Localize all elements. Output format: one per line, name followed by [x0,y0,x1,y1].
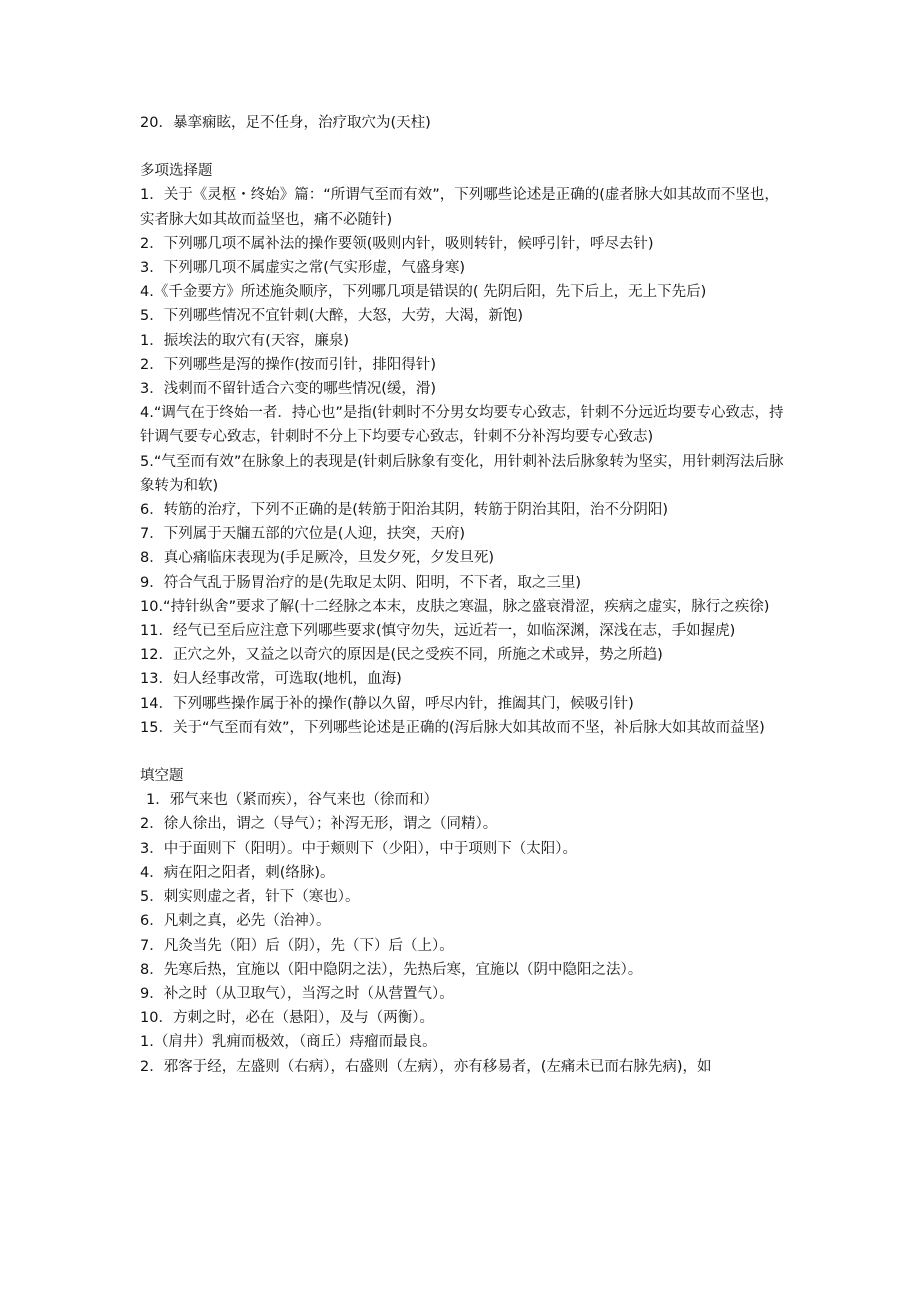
fill-blank-item: 2．徐人徐出，谓之（导气）；补泻无形，谓之（同精）。 [140,816,498,833]
multi-choice-item: 1．关于《灵枢・终始》篇：“所谓气至而有效”，下列哪些论述是正确的(虚者脉大如其故而不坚也，实者脉大如其故而益坚也，痛不必随针) [140,187,779,228]
multi-choice-item: 5.“气至而有效”在脉象上的表现是(针刺后脉象有变化，用针刺补法后脉象转为坚实，用针刺泻法后脉象转为和软) [140,453,784,494]
multi-choice-item: 1．振埃法的取穴有(天容，廉泉) [140,332,350,349]
multi-choice-item: 12．正穴之外，又益之以奇穴的原因是(民之受疾不同，所施之术或异，势之所趋) [140,647,663,664]
multi-choice-item: 4.“调气在于终始一者．持心也”是指(针刺时不分男女均要专心致志，针刺不分远近均要专心致志，持针调气要专心致志，针刺时不分上下均要专心致志，针刺不分补泻均要专心致志) [140,405,784,446]
multi-choice-item: 4.《千金要方》所述施灸顺序，下列哪几项是错误的( 先阴后阳，先下后上，无上下先后) [140,284,707,301]
fill-blank-item: 10．方刺之时，必在（悬阳），及与（两衡）。 [140,1010,434,1027]
multi-choice-item: 13．妇人经事改常，可选取(地机，血海) [140,671,402,688]
fill-blank-item: 6．凡刺之真，必先（治神）。 [140,913,331,930]
multi-choice-item: 15．关于“气至而有效”，下列哪些论述是正确的(泻后脉大如其故而不坚，补后脉大如其故而益坚) [140,719,765,736]
multi-choice-item: 5．下列哪些情况不宜针刺(大醉，大怒，大劳，大渴，新饱) [140,308,524,325]
fill-blank-list [140,788,784,1078]
multi-choice-item: 8．真心痛临床表现为(手足厥冷，旦发夕死，夕发旦死) [140,550,495,567]
fill-blank-item: 9．补之时（从卫取气），当泻之时（从营置气）。 [140,985,454,1002]
fill-blank-item: 4．病在阳之阳者，刺(络脉)。 [140,864,335,881]
multi-choice-item: 11．经气已至后应注意下列哪些要求(慎守勿失，远近若一，如临深渊，深浅在志，手如握虎) [140,623,736,640]
fill-blank-item: 2．邪客于经，左盛则（右病），右盛则（左病），亦有移易者，(左痛未已而右脉先病)，如 [140,1058,712,1075]
multi-choice-item: 3．浅刺而不留针适合六变的哪些情况(缓，滑) [140,381,437,398]
multi-choice-item: 2．下列哪些是泻的操作(按而引针，排阳得针) [140,356,437,373]
multi-choice-item: 3．下列哪几项不属虚实之常(气实形虚，气盛身寒) [140,260,466,277]
fill-blank-item: 1.（肩井）乳痈而极效，（商丘）痔瘤而最良。 [140,1034,437,1051]
multi-choice-item: 14．下列哪些操作属于补的操作(静以久留，呼尽内针，推阖其门，候吸引针) [140,695,634,712]
fill-blank-item: 8．先寒后热，宜施以（阳中隐阴之法），先热后寒，宜施以（阴中隐阳之法）。 [140,961,643,978]
question-20: 20．暴挛痫眩，足不任身，治疗取穴为(天柱) [140,115,431,131]
multi-choice-list [140,183,784,740]
fill-blank-item: 7．凡灸当先（阳）后（阴），先（下）后（上）。 [140,937,454,954]
multi-choice-item: 2．下列哪几项不属补法的操作要领(吸则内针，吸则转针，候呼引针，呼尽去针) [140,235,654,252]
multi-choice-item: 7．下列属于天牖五部的穴位是(人迎，扶突，天府) [140,526,466,543]
section-spacer [140,135,784,159]
section-spacer [140,740,784,764]
fill-blank-section-title: 填空题 [140,768,184,785]
fill-blank-item: 5．刺实则虚之者，针下（寒也）。 [140,889,360,906]
document-page [140,111,784,1079]
multi-choice-item: 6．转筋的治疗，下列不正确的是(转筋于阳治其阴，转筋于阴治其阳，治不分阴阳) [140,502,669,519]
multi-choice-item: 10.“持针纵舍”要求了解(十二经脉之本末，皮肤之寒温，脉之盛衰滑涩，疾病之虚实，脉行之疾徐) [140,598,770,615]
multi-choice-item: 9．符合气乱于肠胃治疗的是(先取足太阴、阳明，不下者，取之三里) [140,574,582,591]
fill-blank-item: 1．邪气来也（紧而疾），谷气来也（徐而和） [146,792,438,809]
multi-choice-section-title: 多项选择题 [140,163,213,180]
fill-blank-item: 3．中于面则下（阳明）。中于颊则下（少阳），中于项则下（太阳）。 [140,840,577,857]
